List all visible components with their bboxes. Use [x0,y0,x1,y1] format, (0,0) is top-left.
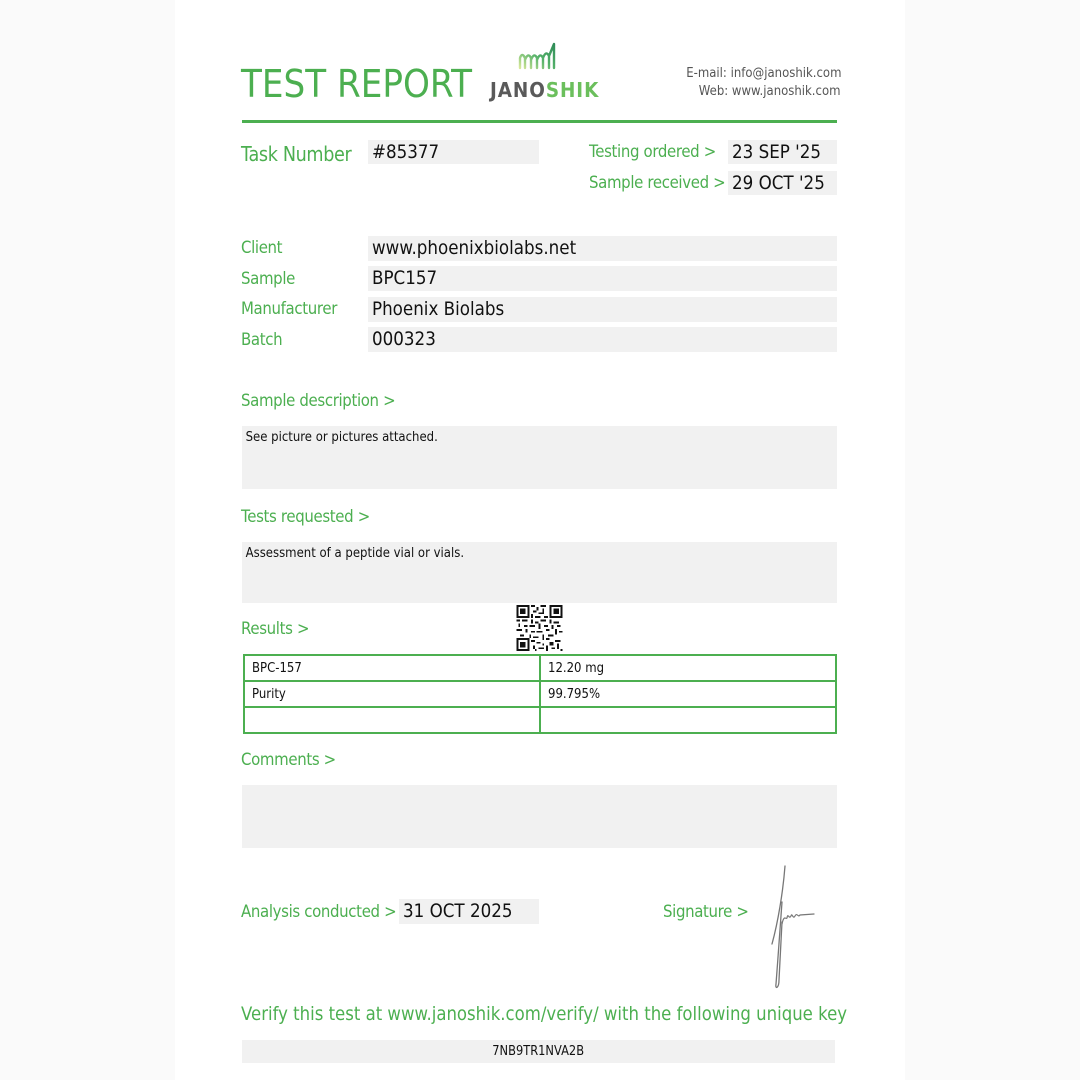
batch-label: Batch [241,330,283,350]
analysis-conducted-value: 31 OCT 2025 [403,900,513,922]
comments-heading: Comments > [241,750,336,770]
analysis-conducted-field [399,899,539,924]
contact-email[interactable]: E-mail: info@janoshik.com [685,66,841,81]
sample-description-text: See picture or pictures attached. [245,430,438,445]
testing-ordered-field [728,140,837,164]
testing-ordered-value: 23 SEP '25 [732,141,822,163]
sample-value: BPC157 [372,267,438,289]
logo [488,38,600,102]
signature-label: Signature > [663,902,749,922]
comments-text [242,796,246,800]
table-row [244,707,836,733]
verify-instructions: Verify this test at www.janoshik.com/verify/ with the following unique key [241,1003,848,1025]
result-name: Purity [252,686,286,702]
table-row [244,681,836,707]
sample-received-field [728,171,837,195]
batch-value: 000323 [372,328,436,350]
client-label: Client [241,238,283,258]
sample-field [368,266,837,291]
sample-received-value: 29 OCT '25 [732,172,825,194]
manufacturer-value: Phoenix Biolabs [372,298,505,320]
results-heading: Results > [241,619,310,639]
analysis-conducted-label: Analysis conducted > [241,902,397,922]
result-value: 99.795% [548,686,601,702]
skyline-chart-logo-icon [488,38,592,78]
comments-box [242,785,837,848]
sample-label: Sample [241,269,295,289]
manufacturer-field [368,297,837,322]
result-name: BPC-157 [252,660,302,676]
qr-code-icon[interactable] [516,605,563,651]
result-value-cell [540,655,836,681]
tests-requested-box [242,542,837,603]
task-number-label: Task Number [241,142,352,166]
contact-web[interactable]: Web: www.janoshik.com [699,84,841,99]
result-name-cell [244,681,540,707]
task-number-value: #85377 [372,141,440,163]
result-name-cell [244,655,540,681]
logo-text-part1: JANO [490,78,546,102]
manufacturer-label: Manufacturer [241,299,338,319]
verification-key: 7NB9TR1NVA2B [492,1044,585,1059]
table-row [244,655,836,681]
task-number-field [368,140,539,164]
result-value: 12.20 mg [548,660,605,676]
result-value-cell [540,707,836,733]
sample-description-box [242,426,837,489]
testing-ordered-label: Testing ordered > [589,142,716,162]
handwritten-signature-icon [762,862,822,992]
result-value-cell [540,681,836,707]
sample-received-label: Sample received > [589,173,726,193]
batch-field [368,327,837,352]
client-value: www.phoenixbiolabs.net [372,237,577,259]
results-table [243,654,837,734]
verification-key-field[interactable] [242,1040,835,1063]
tests-requested-text: Assessment of a peptide vial or vials. [245,546,465,561]
header-divider [242,120,837,123]
logo-text [490,78,599,102]
client-field [368,236,837,261]
logo-text-part2: SHIK [545,78,600,102]
tests-requested-heading: Tests requested > [241,507,370,527]
sample-description-heading: Sample description > [241,391,396,411]
report-title: TEST REPORT [241,62,473,106]
result-name-cell [244,707,540,733]
